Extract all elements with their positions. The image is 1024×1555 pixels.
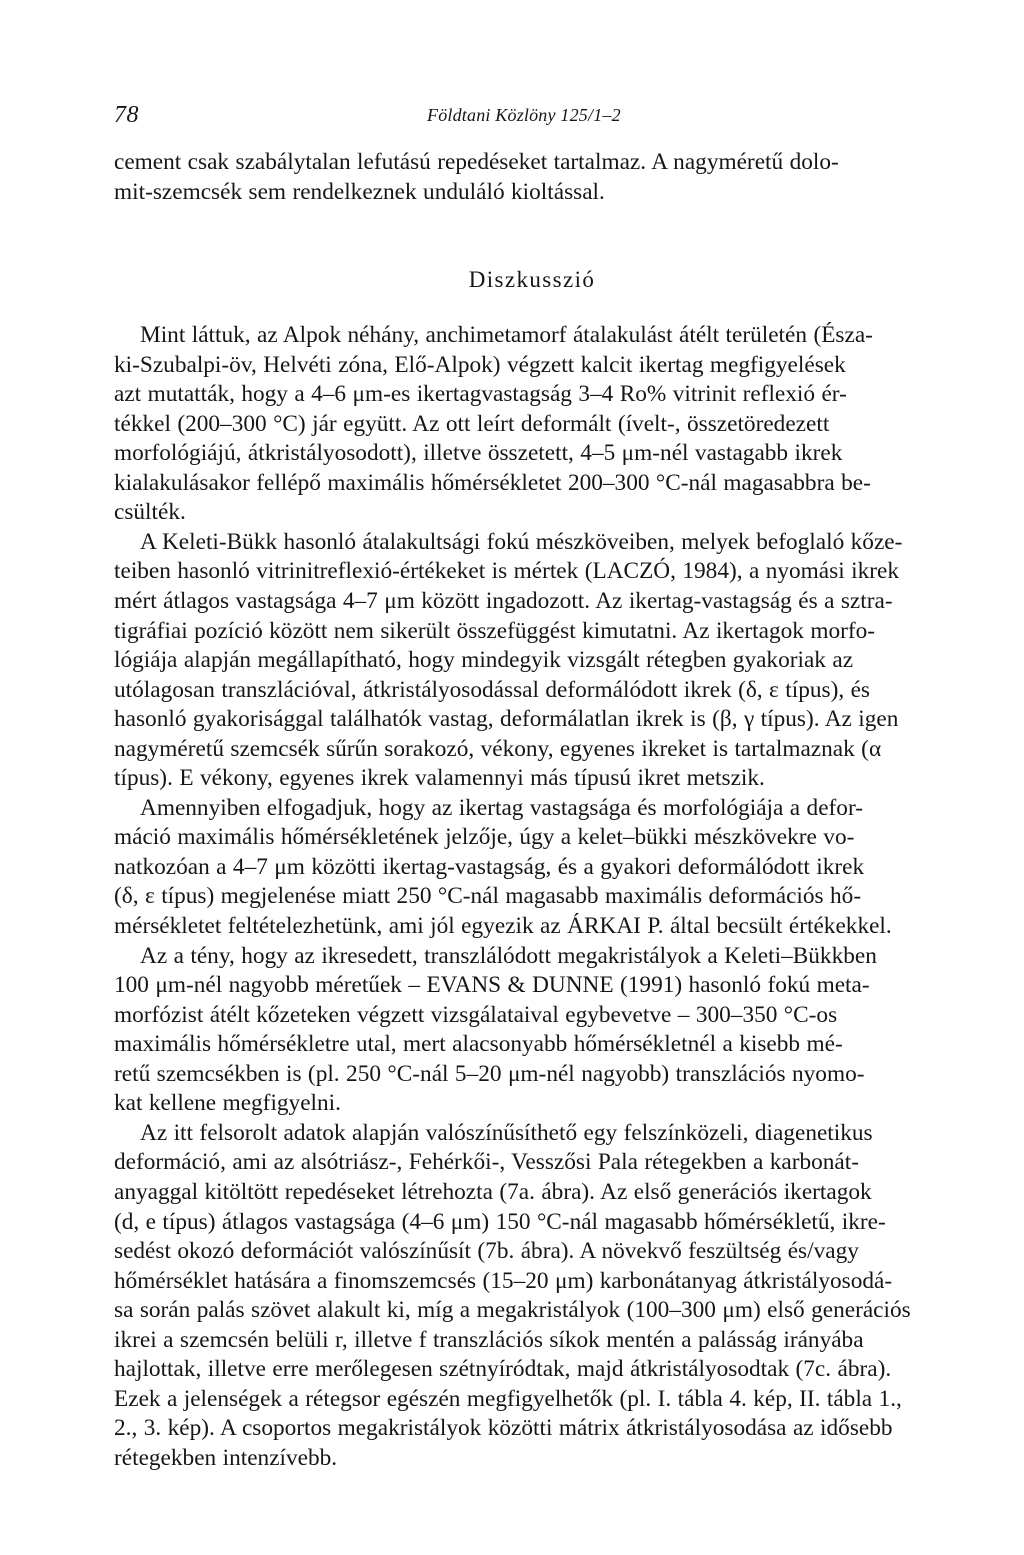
- journal-title: Földtani Közlöny 125/1–2: [427, 105, 621, 125]
- page-number: 78: [114, 102, 139, 128]
- paragraph-3: Amennyiben elfogadjuk, hogy az ikertag vastagsága és morfológiája a defor- máció maximális hőmérsékletének jelzője, úgy a kelet–bükki mészkövekre vo- natkozóan a 4–7 μm közötti ikertag-vastagság, és a gyakori deformálódott ikrek (δ, ε típus) megjelenése miatt 250 °C-nál magasabb maximális deformációs hő- mérsékletet feltételezhetünk, ami jól egyezik az ÁRKAI P. által becsült értékekkel.: [114, 794, 892, 940]
- paragraph-5: Az itt felsorolt adatok alapján valószínűsíthető egy felszínközeli, diagenetikus deformáció, ami az alsótriász-, Fehérkői-, Vesszősi Pala rétegekben a karbonát- anyaggal kitöltött repedéseket létrehozta (7a. ábra). Az első generációs ikertagok (d, e típus) átlagos vastagsága (4–6 μm) 150 °C-nál magasabb hőmérsékletű, ikre- sedést okozó deformációt valószínűsít (7b. ábra). A növekvő feszültség és/vagy hőmérséklet hatására a finomszemcsés (15–20 μm) karbonátanyag átkristályosodá- sa során palás szövet alakult ki, míg a megakristályok (100–300 μm) első generációs ikrei a szemcsén belüli r, illetve f transzlációs síkok mentén a palásság irányába hajlottak, illetve erre merőlegesen szétnyíródtak, majd átkristályosodtak (7c. ábra). Ezek a jelenségek a rétegsor egészén megfigyelhetők (pl. I. tábla 4. kép, II. tábla 1., 2., 3. kép). A csoportos megakristályok közötti mátrix átkristályosodása az idősebb rétegekben intenzívebb.: [114, 1119, 911, 1471]
- section-heading: Diszkusszió: [468, 267, 596, 293]
- document-page: [114, 96, 950, 1473]
- section-body: [114, 321, 950, 1473]
- paragraph-2: A Keleti-Bükk hasonló átalakultsági fokú mészköveiben, melyek befoglaló kőze- teiben hasonló vitrinitreflexió-értékeket is mértek (LACZÓ, 1984), a nyomási ikrek mért átlagos vastagsága 4–7 μm között ingadozott. Az ikertag-vastagság és a sztra- tigráfiai pozíció között nem sikerült összefüggést kimutatni. Az ikertagok morfo- lógiája alapján megállapítható, hogy mindegyik vizsgált rétegben gyakoriak az utólagosan transzlációval, átkristályosodással deformálódott ikrek (δ, ε típus), és hasonló gyakorisággal találhatók vastag, deformálatlan ikrek is (β, γ típus). Az igen nagyméretű szemcsék sűrűn sorakozó, vékony, egyenes ikreket is tartalmaznak (α típus). E vékony, egyenes ikrek valamennyi más típusú ikret metszik.: [114, 528, 903, 792]
- paragraph-4: Az a tény, hogy az ikresedett, transzlálódott megakristályok a Keleti–Bükkben 100 μm-nél nagyobb méretűek – EVANS & DUNNE (1991) hasonló fokú meta- morfózist átélt kőzeteken végzett vizsgálataival egybevetve – 300–350 °C-os maximális hőmérsékletre utal, mert alacsonyabb hőmérsékletnél a kisebb mé- retű szemcsékben is (pl. 250 °C-nál 5–20 μm-nél nagyobb) transzlációs nyomo- kat kellene megfigyelni.: [114, 942, 877, 1117]
- intro-paragraph: cement csak szabálytalan lefutású repedéseket tartalmaz. A nagyméretű dolo- mit-szemcsék sem rendelkeznek unduláló kioltással.: [114, 149, 839, 205]
- paragraph-1: Mint láttuk, az Alpok néhány, anchimetamorf átalakulást átélt területén (Észa- ki-Szubalpi-öv, Helvéti zóna, Elő-Alpok) végzett kalcit ikertag megfigyelések azt mutatták, hogy a 4–6 μm-es ikertagvastagság 3–4 Ro% vitrinit reflexió ér- tékkel (200–300 °C) jár együtt. Az ott leírt deformált (ívelt-, összetöredezett morfológiájú, átkristályosodott), illetve összetett, 4–5 μm-nél vastagabb ikrek kialakulásakor fellépő maximális hőmérsékletet 200–300 °C-nál magasabbra be- csülték.: [114, 322, 873, 526]
- running-head: [114, 96, 950, 132]
